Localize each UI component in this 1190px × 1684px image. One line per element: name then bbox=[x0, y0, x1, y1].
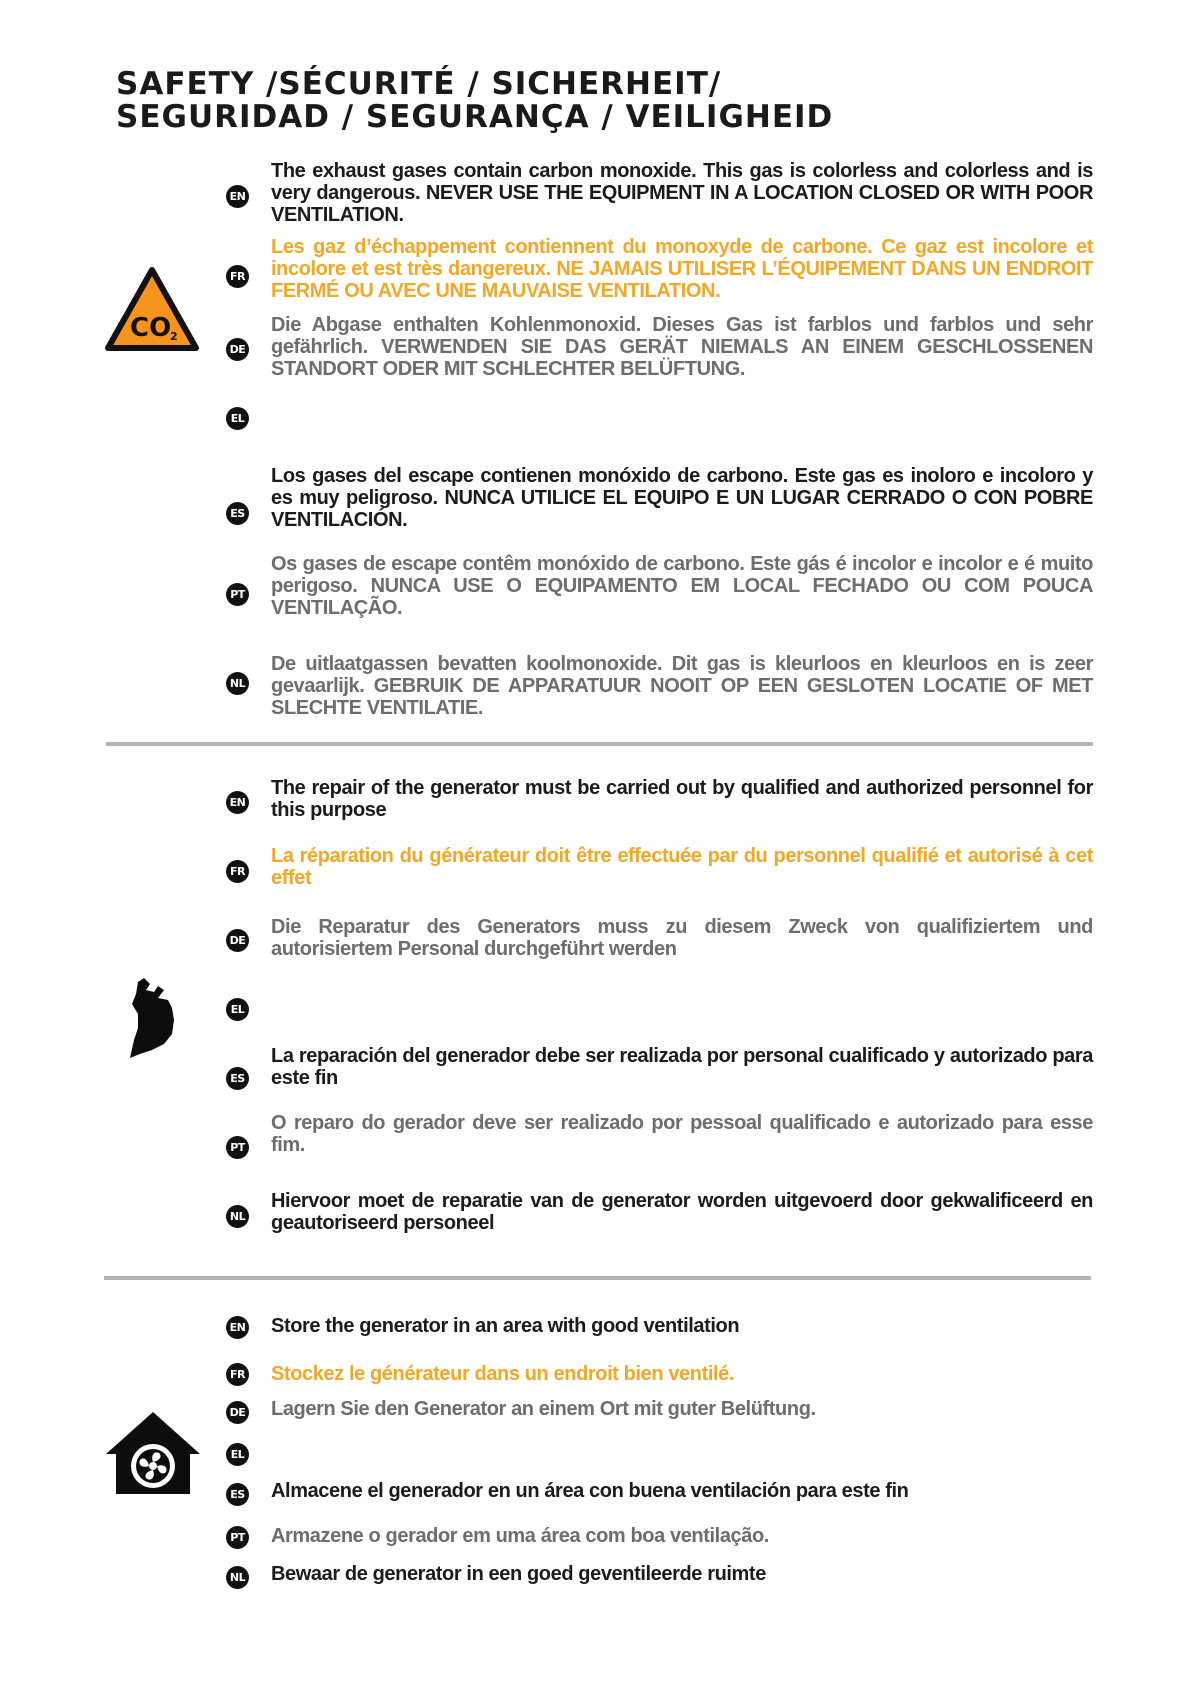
lang-badge-en: EN bbox=[226, 185, 249, 208]
storage-text-en: Store the generator in an area with good ventilation bbox=[271, 1315, 740, 1337]
repair-text-es: La reparación del generador debe ser realizada por personal cualificado y autorizado para este fin bbox=[271, 1045, 1093, 1089]
storage-text-es: Almacene el generador en un área con buena ventilación para este fin bbox=[271, 1480, 909, 1502]
co2-warning-icon bbox=[104, 266, 200, 354]
repair-text-de: Die Reparatur des Generators muss zu diesem Zweck von qualifiziertem und autorisiertem Personal durchgeführt werden bbox=[271, 916, 1093, 960]
storage-text-nl: Bewaar de generator in een goed geventileerde ruimte bbox=[271, 1563, 766, 1585]
co2-warning-text-es: Los gases del escape contienen monóxido de carbono. Este gas es inoloro e incoloro y es muy peligroso. NUNCA UTILICE EL EQUIPO E UN LUGAR CERRADO O CON POBRE VENTILACIÓN. bbox=[271, 465, 1093, 531]
lang-badge-nl: NL bbox=[226, 672, 249, 695]
repair-text-nl: Hiervoor moet de reparatie van de generator worden uitgevoerd door gekwalificeerd en geautoriseerd personeel bbox=[271, 1190, 1093, 1234]
lang-badge-el: EL bbox=[226, 998, 249, 1021]
repair-text-fr: La réparation du générateur doit être effectuée par du personnel qualifié et autorisé à cet effet bbox=[271, 845, 1093, 889]
lang-badge-fr: FR bbox=[226, 265, 249, 288]
lang-badge-de: DE bbox=[226, 1401, 249, 1424]
repair-text-pt: O reparo do gerador deve ser realizado por pessoal qualificado e autorizado para esse fim. bbox=[271, 1112, 1093, 1156]
co2-warning-text-en: The exhaust gases contain carbon monoxide. This gas is colorless and colorless and is very dangerous. NEVER USE THE EQUIPMENT IN A LOCATION CLOSED OR WITH POOR VENTILATION. bbox=[271, 160, 1093, 226]
co2-warning-subscript: 2 bbox=[170, 330, 178, 343]
section-divider bbox=[106, 742, 1093, 746]
co2-warning-label: CO bbox=[130, 313, 172, 343]
co2-warning-text-nl: De uitlaatgassen bevatten koolmonoxide. Dit gas is kleurloos en kleurloos en is zeer gevaarlijk. GEBRUIK DE APPARATUUR NOOIT OP EEN GESLOTEN LOCATIE OF MET SLECHTE VENTILATIE. bbox=[271, 653, 1093, 719]
lang-badge-fr: FR bbox=[226, 1363, 249, 1386]
page-title-line-1: SAFETY /SÉCURITÉ / SICHERHEIT/ bbox=[116, 66, 722, 102]
ventilated-house-icon bbox=[104, 1410, 202, 1496]
lang-badge-es: ES bbox=[226, 502, 249, 525]
storage-text-de: Lagern Sie den Generator an einem Ort mit guter Belüftung. bbox=[271, 1398, 816, 1420]
lang-badge-pt: PT bbox=[226, 1136, 249, 1159]
lang-badge-pt: PT bbox=[226, 1526, 249, 1549]
lang-badge-de: DE bbox=[226, 929, 249, 952]
co2-warning-text-de: Die Abgase enthalten Kohlenmonoxid. Dieses Gas ist farblos und farblos und sehr gefährlich. VERWENDEN SIE DAS GERÄT NIEMALS AN EINEM GESCHLOSSENEN STANDORT ODER MIT SCHLECHTER BELÜFTUNG. bbox=[271, 314, 1093, 380]
page-title-line-2: SEGURIDAD / SEGURANÇA / VEILIGHEID bbox=[116, 99, 834, 135]
co2-warning-text-pt: Os gases de escape contêm monóxido de carbono. Este gás é incolor e incolor e é muito perigoso. NUNCA USE O EQUIPAMENTO EM LOCAL FECHADO OU COM POUCA VENTILAÇÃO. bbox=[271, 553, 1093, 619]
section-divider bbox=[104, 1276, 1091, 1280]
lang-badge-el: EL bbox=[226, 1443, 249, 1466]
co2-warning-text-fr: Les gaz d’échappement contiennent du monoxyde de carbone. Ce gaz est incolore et incolore et est très dangereux. NE JAMAIS UTILISER L’ÉQUIPEMENT DANS UN ENDROIT FERMÉ OU AVEC UNE MAUVAISE VENTILATION. bbox=[271, 236, 1093, 302]
lang-badge-fr: FR bbox=[226, 860, 249, 883]
lang-badge-el: EL bbox=[226, 407, 249, 430]
lang-badge-es: ES bbox=[226, 1067, 249, 1090]
lang-badge-pt: PT bbox=[226, 583, 249, 606]
lang-badge-en: EN bbox=[226, 1316, 249, 1339]
storage-text-fr: Stockez le générateur dans un endroit bien ventilé. bbox=[271, 1363, 735, 1385]
lang-badge-nl: NL bbox=[226, 1566, 249, 1589]
lang-badge-de: DE bbox=[226, 338, 249, 361]
lang-badge-es: ES bbox=[226, 1483, 249, 1506]
lang-badge-nl: NL bbox=[226, 1205, 249, 1228]
repair-text-en: The repair of the generator must be carried out by qualified and authorized personnel for this purpose bbox=[271, 777, 1093, 821]
lang-badge-en: EN bbox=[226, 791, 249, 814]
storage-text-pt: Armazene o gerador em uma área com boa ventilação. bbox=[271, 1525, 769, 1547]
repair-hand-icon bbox=[128, 978, 180, 1060]
page-title bbox=[116, 68, 1016, 134]
